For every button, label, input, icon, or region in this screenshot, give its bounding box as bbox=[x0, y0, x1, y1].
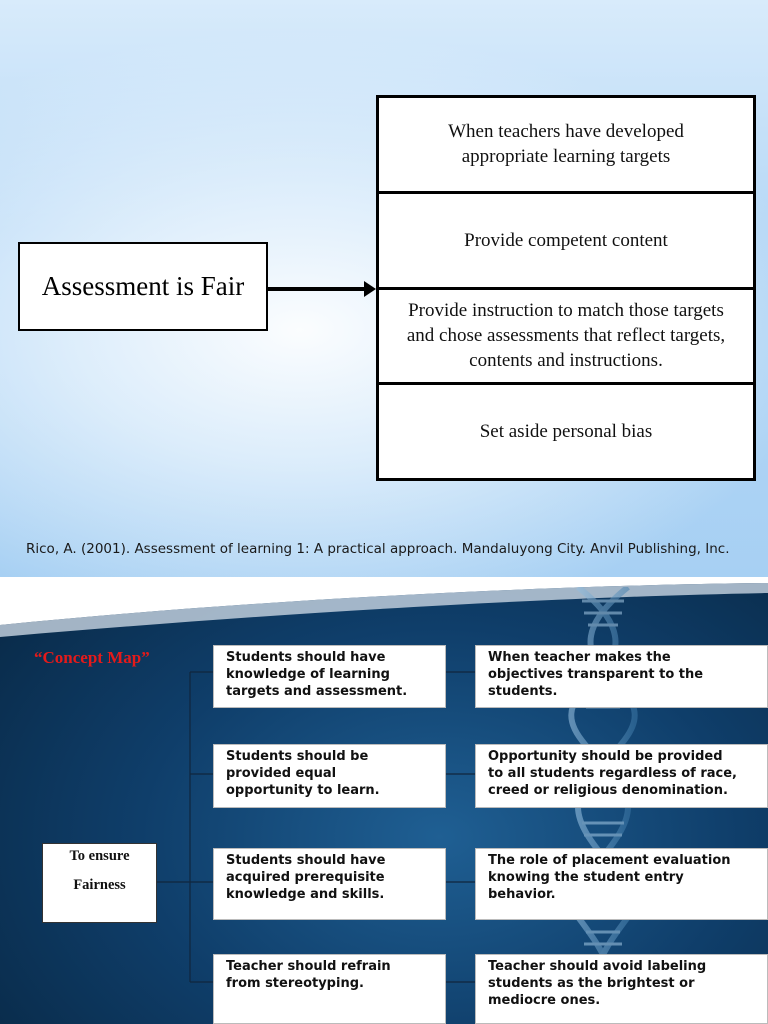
assessment-is-fair-node: Assessment is Fair bbox=[18, 242, 268, 331]
condition-competent-content: Provide competent content bbox=[379, 194, 753, 290]
to-ensure-fairness-node bbox=[42, 843, 157, 923]
strategy-node: Opportunity should be provided to all students regardless of race, creed or religious denomination. bbox=[475, 744, 768, 808]
requirement-node: Students should have knowledge of learning targets and assessment. bbox=[213, 645, 446, 708]
root-line-1: To ensure bbox=[69, 848, 130, 864]
strategy-node: When teacher makes the objectives transparent to the students. bbox=[475, 645, 768, 708]
requirement-node: Teacher should refrain from stereotyping. bbox=[213, 954, 446, 1024]
concept-map-title: “Concept Map” bbox=[34, 648, 150, 667]
slide-concept-map bbox=[0, 577, 768, 1024]
connector-arrow bbox=[268, 276, 378, 302]
condition-learning-targets: When teachers have developed appropriate learning targets bbox=[379, 98, 753, 194]
citation-text: Rico, A. (2001). Assessment of learning 1: A practical approach. Mandaluyong City. Anvil Publishing, Inc. bbox=[26, 541, 730, 557]
requirement-node: Students should have acquired prerequisite knowledge and skills. bbox=[213, 848, 446, 920]
strategy-node: Teacher should avoid labeling students as the brightest or mediocre ones. bbox=[475, 954, 768, 1024]
condition-personal-bias: Set aside personal bias bbox=[479, 421, 653, 443]
strategy-node: The role of placement evaluation knowing the student entry behavior. bbox=[475, 848, 768, 920]
fairness-conditions-list bbox=[376, 95, 756, 481]
condition-matching-instruction: Provide instruction to match those targets and chose assessments that reflect targets, contents and instructions. bbox=[379, 290, 753, 386]
root-line-2: Fairness bbox=[73, 877, 126, 893]
requirement-node: Students should be provided equal opportunity to learn. bbox=[213, 744, 446, 808]
